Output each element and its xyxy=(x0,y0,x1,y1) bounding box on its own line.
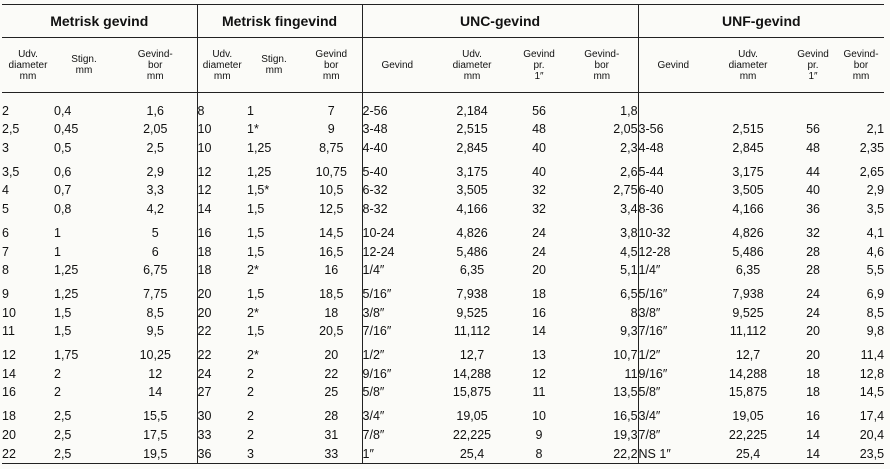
col-header: Gevind pr. 1″ xyxy=(788,38,838,93)
table-cell: 3/4″ xyxy=(362,409,385,424)
table-cell: 1,25 xyxy=(247,164,272,179)
table-cell: 0,6 xyxy=(54,164,72,179)
table-cell: 2,1 xyxy=(866,122,885,137)
table-cell: 20 xyxy=(2,427,16,442)
table-cell: 2,75 xyxy=(566,181,638,200)
table-cell: 2,5 xyxy=(114,139,197,158)
table-cell: 7/8″ xyxy=(638,427,661,442)
table-cell: 18 xyxy=(2,409,16,424)
col-header: Stign. mm xyxy=(247,38,301,93)
table-cell: 48 xyxy=(806,140,820,155)
table-row xyxy=(2,285,884,304)
table-cell: 15,875 xyxy=(452,385,492,400)
table-cell: 5/8″ xyxy=(362,385,385,400)
table-cell: 3-48 xyxy=(362,122,388,137)
table-cell: 6,75 xyxy=(114,261,197,280)
table-cell xyxy=(638,101,708,120)
table-cell: 15,5 xyxy=(114,407,197,426)
table-cell: 16 xyxy=(806,409,820,424)
table-cell: 2,5 xyxy=(54,409,72,424)
table-cell: 3,5 xyxy=(866,202,885,217)
table-cell: 3 xyxy=(247,444,301,463)
table-cell: 14,5 xyxy=(301,224,362,243)
table-cell: 28 xyxy=(301,407,362,426)
table-cell: 17,4 xyxy=(859,409,885,424)
table-cell: NS 1″ xyxy=(638,444,708,463)
table-cell: 1,25 xyxy=(247,140,272,155)
group-title-unc: UNC-gevind xyxy=(362,5,638,38)
table-cell: 12,7 xyxy=(735,348,761,363)
table-row xyxy=(2,322,884,341)
table-cell: 3/8″ xyxy=(638,305,661,320)
table-cell: 2,3 xyxy=(566,139,638,158)
table-cell: 22 xyxy=(2,444,54,463)
table-cell: 24 xyxy=(806,286,820,301)
table-cell: 2 xyxy=(247,409,254,424)
table-cell: 19,3 xyxy=(566,426,638,445)
table-cell: 14 xyxy=(114,383,197,402)
table-cell: 12 xyxy=(197,164,212,179)
table-cell: 20,5 xyxy=(301,322,362,341)
table-cell: 14,5 xyxy=(859,385,885,400)
table-cell: 32 xyxy=(532,183,546,198)
table-cell: 30 xyxy=(197,409,212,424)
table-cell: 2 xyxy=(54,366,61,381)
table-cell: 3 xyxy=(2,140,9,155)
table-row xyxy=(2,181,884,200)
table-cell: 3,505 xyxy=(456,183,488,198)
table-cell: 5/8″ xyxy=(638,385,661,400)
table-cell: 10 xyxy=(532,409,546,424)
table-cell: 2,9 xyxy=(866,183,885,198)
table-cell: 33 xyxy=(301,444,362,463)
table-row xyxy=(2,224,884,243)
table-cell: 20 xyxy=(806,324,820,339)
table-cell: 1 xyxy=(54,244,61,259)
table-cell: 27 xyxy=(197,385,212,400)
table-cell: 2,515 xyxy=(456,122,488,137)
table-cell: 40 xyxy=(532,140,546,155)
table-cell: 25,4 xyxy=(432,444,512,463)
table-cell: 9 xyxy=(301,120,362,139)
table-cell: 32 xyxy=(532,202,546,217)
table-cell: 1,8 xyxy=(566,101,638,120)
table-cell: 7,938 xyxy=(732,286,764,301)
table-cell: 33 xyxy=(197,427,212,442)
table-cell: 25,4 xyxy=(708,444,788,463)
table-cell: 6,5 xyxy=(566,285,638,304)
col-header: Gevind- bor mm xyxy=(566,38,638,93)
table-cell: 25 xyxy=(301,383,362,402)
table-cell: 2 xyxy=(2,103,9,118)
table-cell: 10,25 xyxy=(114,346,197,365)
table-cell xyxy=(708,101,788,120)
table-cell: 12 xyxy=(197,183,212,198)
table-cell: 14 xyxy=(788,444,838,463)
table-cell: 17,5 xyxy=(114,426,197,445)
table-cell: 7,938 xyxy=(456,286,488,301)
table-cell: 4,5 xyxy=(566,242,638,261)
table-row xyxy=(2,383,884,402)
table-cell: 1,25 xyxy=(54,286,79,301)
table-cell: 5,1 xyxy=(566,261,638,280)
table-cell: 22,2 xyxy=(566,444,638,463)
table-row xyxy=(2,261,884,280)
table-cell: 20 xyxy=(806,348,820,363)
col-header: Gevind xyxy=(638,38,708,93)
table-cell: 1* xyxy=(247,122,259,137)
col-header: Stign. mm xyxy=(54,38,114,93)
table-cell: 6,9 xyxy=(866,286,885,301)
table-row xyxy=(2,407,884,426)
table-cell: 4,1 xyxy=(866,225,885,240)
table-cell: 20 xyxy=(197,286,212,301)
table-cell: 23,5 xyxy=(838,444,884,463)
table-cell: 3,175 xyxy=(456,164,488,179)
table-cell: 8-32 xyxy=(362,202,388,217)
table-cell: 0,5 xyxy=(54,140,72,155)
table-cell: 10-32 xyxy=(638,225,671,240)
table-cell: 44 xyxy=(806,164,820,179)
table-cell xyxy=(788,101,838,120)
table-cell xyxy=(838,101,884,120)
group-title-metrisk: Metrisk gevind xyxy=(2,5,197,38)
table-cell: 3,3 xyxy=(114,181,197,200)
table-cell: 48 xyxy=(532,122,546,137)
table-cell: 9,3 xyxy=(566,322,638,341)
table-cell: 16 xyxy=(2,385,16,400)
table-cell: 24 xyxy=(197,366,212,381)
table-cell: 2,65 xyxy=(859,164,885,179)
table-cell: 11 xyxy=(566,364,638,383)
table-cell: 11,4 xyxy=(860,348,885,363)
table-cell: 3-56 xyxy=(638,122,664,137)
table-row xyxy=(2,139,884,158)
table-cell: 18,5 xyxy=(301,285,362,304)
table-cell: 40 xyxy=(806,183,820,198)
table-cell: 8 xyxy=(2,263,9,278)
table-cell: 7/8″ xyxy=(362,427,385,442)
table-cell: 2 xyxy=(247,427,254,442)
col-header: Udv. diameter mm xyxy=(708,38,788,93)
table-cell: 14,288 xyxy=(728,366,768,381)
table-cell: 3/4″ xyxy=(638,409,661,424)
table-cell: 4,2 xyxy=(114,200,197,219)
table-cell: 6,35 xyxy=(459,263,485,278)
table-cell: 6,35 xyxy=(735,263,761,278)
table-cell: 1,75 xyxy=(54,348,79,363)
table-cell: 2-56 xyxy=(362,103,388,118)
table-cell: 9,5 xyxy=(114,322,197,341)
table-cell: 12,7 xyxy=(459,348,485,363)
table-cell: 11,112 xyxy=(453,324,491,339)
table-row xyxy=(2,242,884,261)
table-cell: 56 xyxy=(806,122,820,137)
table-cell: 12 xyxy=(114,364,197,383)
table-cell: 11 xyxy=(532,385,546,400)
table-cell: 5-40 xyxy=(362,164,388,179)
table-cell: 24 xyxy=(532,244,546,259)
table-cell: 1/2″ xyxy=(638,348,661,363)
table-cell: 2,9 xyxy=(114,162,197,181)
table-cell: 18 xyxy=(301,303,362,322)
table-cell: 14 xyxy=(2,366,16,381)
group-title-metrisk-fin: Metrisk fingevind xyxy=(197,5,362,38)
table-cell: 3/8″ xyxy=(362,305,385,320)
group-title-unf: UNF-gevind xyxy=(638,5,884,38)
table-cell: 8 xyxy=(197,103,205,118)
table-cell: 8,5 xyxy=(114,303,197,322)
table-cell: 11 xyxy=(2,324,15,339)
table-cell: 4,166 xyxy=(732,202,764,217)
table-row xyxy=(2,101,884,120)
table-cell: 18 xyxy=(532,286,546,301)
table-cell: 1,5 xyxy=(247,244,265,259)
table-cell: 10 xyxy=(2,305,16,320)
table-cell: 8,5 xyxy=(866,305,885,320)
table-cell: 5/16″ xyxy=(638,286,668,301)
table-cell: 0,8 xyxy=(54,202,72,217)
table-cell: 1,6 xyxy=(114,101,197,120)
table-cell: 12,8 xyxy=(859,366,885,381)
table-row xyxy=(2,346,884,365)
table-cell: 14 xyxy=(806,427,820,442)
table-cell: 8 xyxy=(512,444,566,463)
table-cell: 20 xyxy=(301,346,362,365)
table-cell: 1,5 xyxy=(247,202,265,217)
table-cell: 14 xyxy=(532,324,546,339)
table-cell: 9/16″ xyxy=(362,366,392,381)
table-cell: 1,5 xyxy=(247,324,265,339)
table-cell: 8,75 xyxy=(301,139,362,158)
thread-table-body xyxy=(2,93,884,464)
table-cell: 3,8 xyxy=(566,224,638,243)
table-cell: 18 xyxy=(806,366,820,381)
table-cell: 5 xyxy=(2,202,9,217)
table-cell: 19,05 xyxy=(456,409,488,424)
table-cell: 36 xyxy=(197,444,247,463)
table-cell: 14,288 xyxy=(452,366,492,381)
table-cell: 18 xyxy=(806,385,820,400)
table-cell: 20 xyxy=(532,263,546,278)
table-cell: 3,175 xyxy=(732,164,764,179)
table-cell: 2,5 xyxy=(54,427,72,442)
table-cell: 19,05 xyxy=(732,409,764,424)
table-cell: 12,5 xyxy=(301,200,362,219)
table-cell: 28 xyxy=(806,263,820,278)
table-cell: 16 xyxy=(197,225,212,240)
table-row xyxy=(2,120,884,139)
table-cell: 2 xyxy=(247,366,254,381)
table-cell: 40 xyxy=(532,164,546,179)
table-cell: 9 xyxy=(2,286,9,301)
table-cell: 13,5 xyxy=(566,383,638,402)
col-header: Gevind- bor mm xyxy=(114,38,197,93)
table-cell: 18 xyxy=(197,263,212,278)
table-cell: 7,75 xyxy=(114,285,197,304)
table-cell: 2,35 xyxy=(859,140,885,155)
table-cell: 15,875 xyxy=(728,385,768,400)
table-cell: 9,525 xyxy=(456,305,488,320)
table-cell: 1 xyxy=(54,225,61,240)
table-cell: 11,112 xyxy=(729,324,767,339)
table-cell: 7/16″ xyxy=(362,324,392,339)
table-cell: 1,5 xyxy=(54,324,72,339)
table-cell: 1,5 xyxy=(54,305,72,320)
table-cell: 20 xyxy=(197,305,212,320)
table-cell: 4,826 xyxy=(732,225,764,240)
table-cell: 6 xyxy=(2,225,9,240)
table-cell: 16,5 xyxy=(301,242,362,261)
table-cell: 5-44 xyxy=(638,164,664,179)
table-cell: 12-24 xyxy=(362,244,395,259)
table-cell: 6 xyxy=(114,242,197,261)
table-cell: 10,7 xyxy=(566,346,638,365)
table-cell: 2,05 xyxy=(566,120,638,139)
table-cell: 3,4 xyxy=(566,200,638,219)
col-header: Gevind- bor mm xyxy=(838,38,884,93)
table-cell: 19,5 xyxy=(114,444,197,463)
table-row xyxy=(2,426,884,445)
table-cell: 2,184 xyxy=(456,103,488,118)
table-row xyxy=(2,364,884,383)
table-cell: 2 xyxy=(54,385,61,400)
table-cell: 2,845 xyxy=(732,140,764,155)
table-cell: 24 xyxy=(806,305,820,320)
table-cell: 10-24 xyxy=(362,225,395,240)
table-cell: 2,5 xyxy=(2,122,20,137)
table-cell: 1/4″ xyxy=(362,263,385,278)
table-cell: 9/16″ xyxy=(638,366,668,381)
table-cell: 1 xyxy=(247,103,254,118)
table-cell: 1/4″ xyxy=(638,263,661,278)
table-cell: 7 xyxy=(2,244,9,259)
table-cell: 1/2″ xyxy=(362,348,385,363)
table-cell: 0,45 xyxy=(54,122,79,137)
table-row xyxy=(2,162,884,181)
table-cell: 4-40 xyxy=(362,140,388,155)
table-cell: 4-48 xyxy=(638,140,664,155)
table-cell: 10 xyxy=(197,140,212,155)
table-cell: 8-36 xyxy=(638,202,664,217)
table-cell: 4,826 xyxy=(456,225,488,240)
table-cell: 14 xyxy=(197,202,212,217)
table-row xyxy=(2,444,884,463)
table-cell: 4,166 xyxy=(456,202,488,217)
table-cell: 5,5 xyxy=(866,263,885,278)
table-cell: 31 xyxy=(301,426,362,445)
table-cell: 12 xyxy=(532,366,546,381)
table-cell: 22 xyxy=(197,348,212,363)
table-cell: 0,7 xyxy=(54,183,72,198)
table-cell: 2,845 xyxy=(456,140,488,155)
table-row xyxy=(2,303,884,322)
table-cell: 9 xyxy=(535,427,543,442)
table-cell: 10 xyxy=(197,122,212,137)
table-cell: 2* xyxy=(247,305,259,320)
table-cell: 2,05 xyxy=(114,120,197,139)
table-cell: 6-32 xyxy=(362,183,388,198)
table-cell: 5/16″ xyxy=(362,286,392,301)
thread-table xyxy=(2,4,884,464)
col-header: Gevind bor mm xyxy=(301,38,362,93)
table-cell: 16 xyxy=(532,305,546,320)
table-cell: 1,25 xyxy=(54,263,79,278)
table-cell: 1,5 xyxy=(247,286,265,301)
table-cell: 2,515 xyxy=(732,122,764,137)
table-cell: 3,505 xyxy=(732,183,764,198)
table-cell: 10,75 xyxy=(301,162,362,181)
table-cell: 22 xyxy=(197,324,212,339)
table-cell: 4,6 xyxy=(866,244,885,259)
table-cell: 56 xyxy=(532,103,546,118)
table-cell: 10,5 xyxy=(301,181,362,200)
table-cell: 1,5 xyxy=(247,225,265,240)
table-cell: 1,5* xyxy=(247,183,270,198)
table-cell: 12-28 xyxy=(638,244,671,259)
table-cell: 13 xyxy=(532,348,546,363)
table-cell: 2 xyxy=(247,385,254,400)
table-cell: 28 xyxy=(806,244,820,259)
table-cell: 5 xyxy=(114,224,197,243)
table-cell: 5,486 xyxy=(456,244,488,259)
table-cell: 12 xyxy=(2,348,16,363)
table-cell: 20,4 xyxy=(859,427,885,442)
table-cell: 2* xyxy=(247,348,259,363)
table-cell: 18 xyxy=(197,244,212,259)
table-row xyxy=(2,200,884,219)
table-cell: 22 xyxy=(301,364,362,383)
table-cell: 2* xyxy=(247,263,259,278)
table-cell: 6-40 xyxy=(638,183,664,198)
table-cell: 9,525 xyxy=(732,305,764,320)
table-cell: 9,8 xyxy=(866,324,885,339)
table-cell: 36 xyxy=(806,202,820,217)
table-cell: 2,6 xyxy=(566,162,638,181)
table-cell: 3,5 xyxy=(2,164,20,179)
table-cell: 24 xyxy=(532,225,546,240)
table-cell: 22,225 xyxy=(452,427,492,442)
table-cell: 16,5 xyxy=(566,407,638,426)
col-header: Gevind xyxy=(362,38,432,93)
table-cell: 32 xyxy=(806,225,820,240)
col-header: Udv. diameter mm xyxy=(432,38,512,93)
col-header: Udv. diameter mm xyxy=(197,38,247,93)
col-header: Udv. diameter mm xyxy=(2,38,54,93)
table-cell: 1″ xyxy=(362,444,432,463)
table-cell: 4 xyxy=(2,183,9,198)
table-cell: 0,4 xyxy=(54,103,72,118)
table-cell: 2,5 xyxy=(54,444,114,463)
table-cell: 5,486 xyxy=(732,244,764,259)
table-cell: 8 xyxy=(566,303,638,322)
table-cell: 7 xyxy=(301,101,362,120)
table-cell: 22,225 xyxy=(728,427,768,442)
table-cell: 16 xyxy=(301,261,362,280)
col-header: Gevind pr. 1″ xyxy=(512,38,566,93)
table-cell: 7/16″ xyxy=(638,324,668,339)
